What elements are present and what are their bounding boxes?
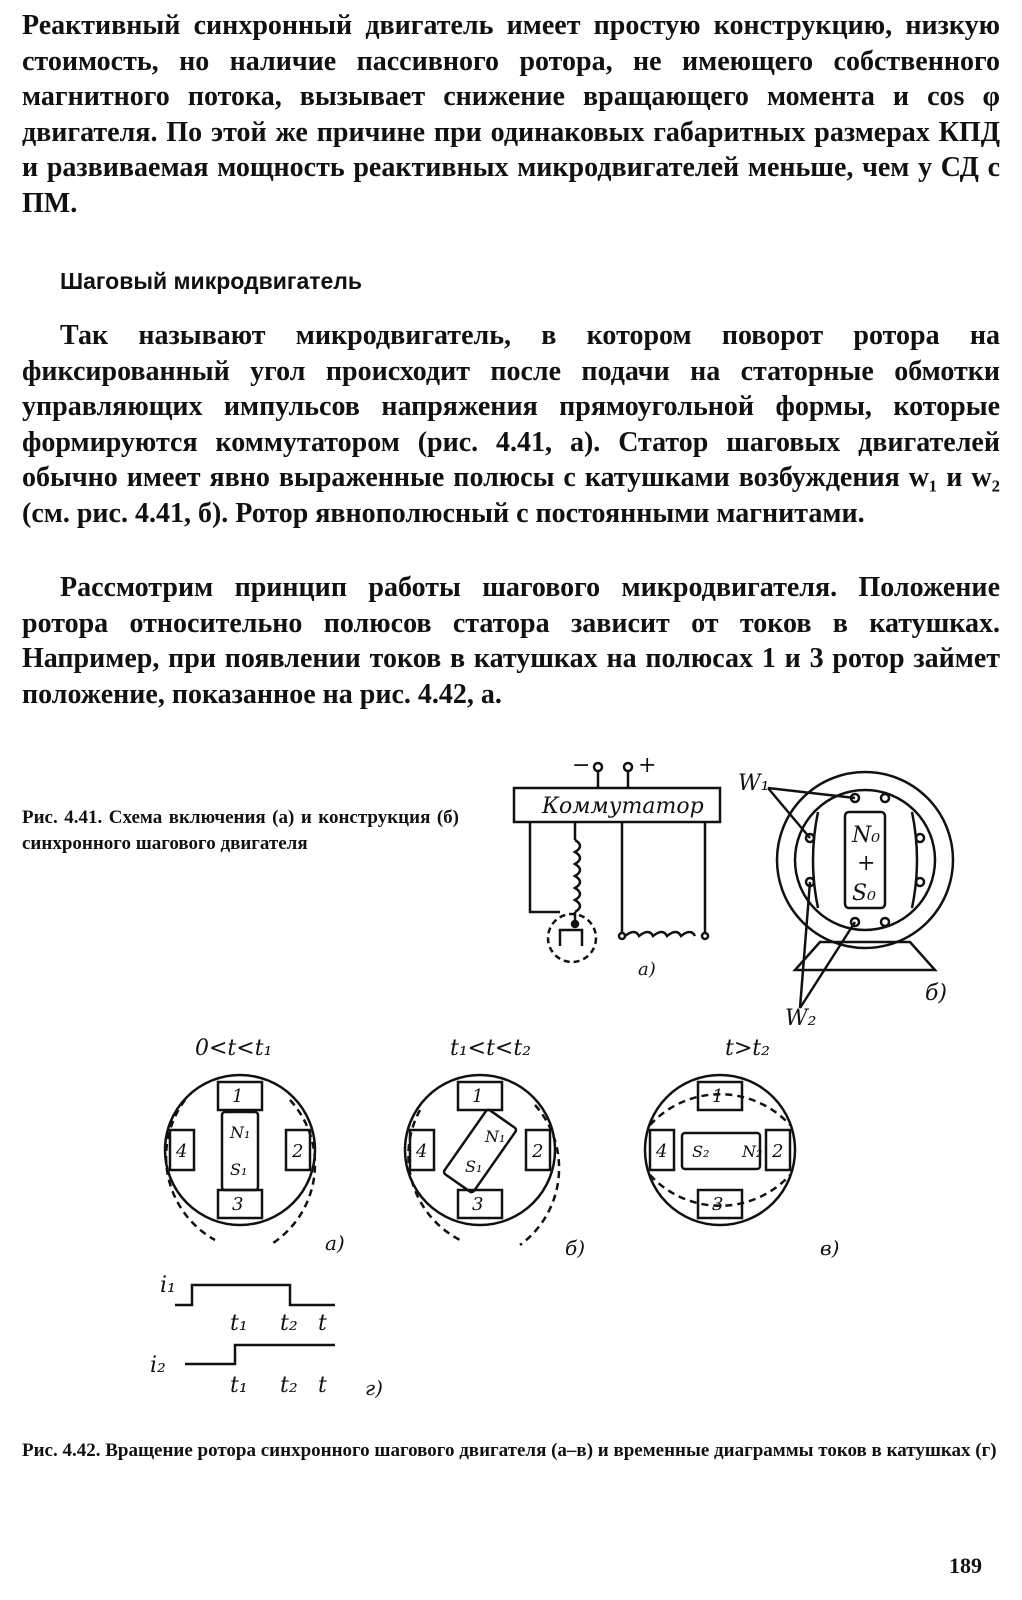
n0-label: N₀ [852,823,881,848]
figure-4-41-caption: Рис. 4.41. Схема включения (а) и конструкция (б) синхронного шагового двигателя [22,807,459,854]
section-heading: Шаговый микродвигатель [60,268,363,294]
state-a-condition: 0<t<t₁ [195,1036,273,1061]
paragraph-2: Так называют микродвигатель, в котором поворот ротора на фиксированный угол происходит после подачи на статорные обмотки управляющих импульсов напряжения прямоугольной формы, которые формируются коммутатором (рис. 4.41, а). Статор шаговых двигателей обычно имеет явно выраженные полюсы с катушками возбуждения w₁ и w₂ (см. рис. 4.41, б). Ротор явнополюсный с постоянными магнитами. [22,320,1000,529]
pole-4-c: 4 [656,1141,668,1162]
state-c-label: в) [820,1236,840,1260]
timing-diagram [175,1285,335,1364]
figure-4-42 [130,1030,850,1400]
state-b-condition: t₁<t<t₂ [450,1036,532,1061]
rotor-s-a: S₁ [230,1160,248,1179]
pole-3-c: 3 [712,1194,724,1215]
minus-label: − [572,753,591,778]
rotor-s-c: S₂ [692,1142,710,1161]
w2-label: W₂ [785,1006,817,1030]
timing-t-top: t [318,1311,327,1336]
pole-2-a: 2 [292,1141,304,1162]
timing-label: г) [365,1376,383,1400]
pole-1-c: 1 [712,1086,724,1107]
state-b-label: б) [565,1236,586,1260]
s0-label: S₀ [852,881,876,906]
page-number: 189 [949,1553,982,1578]
label-b: б) [925,981,948,1006]
timing-t-bottom: t [318,1373,327,1398]
pole-4-b: 4 [416,1141,428,1162]
timing-t1-top: t₁ [230,1311,248,1336]
rotor-n-c: N₂ [742,1142,763,1161]
commutator-label: Коммутатор [542,794,704,819]
timing-t1-bottom: t₁ [230,1373,248,1398]
figure-4-42-caption: Рис. 4.42. Вращение ротора синхронного шагового двигателя (а–в) и временные диаграммы токов в катушках (г) [22,1440,997,1461]
pole-1-b: 1 [472,1086,484,1107]
plus-label: + [638,753,657,778]
rotor-s-b: S₁ [465,1157,483,1176]
pole-4-a: 4 [176,1141,188,1162]
rotor-n-b: N₁ [485,1127,506,1146]
label-a: а) [638,959,656,980]
timing-t2-top: t₂ [280,1311,298,1336]
timing-i1: i₁ [160,1273,176,1298]
pole-3-a: 3 [232,1194,244,1215]
plus-sign-label: + [857,851,876,876]
figure-4-41 [500,750,1000,1030]
w1-label: W₁ [738,771,770,796]
paragraph-1: Реактивный синхронный двигатель имеет простую конструкцию, низкую стоимость, но наличие пассивного ротора, не имеющего собственного магнитного потока, вызывает снижение вращающего момента и cos φ двигателя. По этой же причине при одинаковых габаритных размерах КПД и развиваемая мощность реактивных микродвигателей меньше, чем у СД с ПМ. [22,10,1000,219]
pole-1-a: 1 [232,1086,244,1107]
pole-2-b: 2 [532,1141,544,1162]
timing-i2: i₂ [150,1353,166,1378]
rotor-n-a: N₁ [230,1123,251,1142]
state-a-label: а) [325,1231,345,1255]
state-c-condition: t>t₂ [725,1036,770,1061]
pole-2-c: 2 [772,1141,784,1162]
timing-t2-bottom: t₂ [280,1373,298,1398]
paragraph-3: Рассмотрим принцип работы шагового микродвигателя. Положение ротора относительно полюсов статора зависит от токов в катушках. Например, при появлении токов в катушках на полюсах 1 и 3 ротор займет положение, показанное на рис. 4.42, а. [22,572,1000,710]
pole-3-b: 3 [472,1194,484,1215]
